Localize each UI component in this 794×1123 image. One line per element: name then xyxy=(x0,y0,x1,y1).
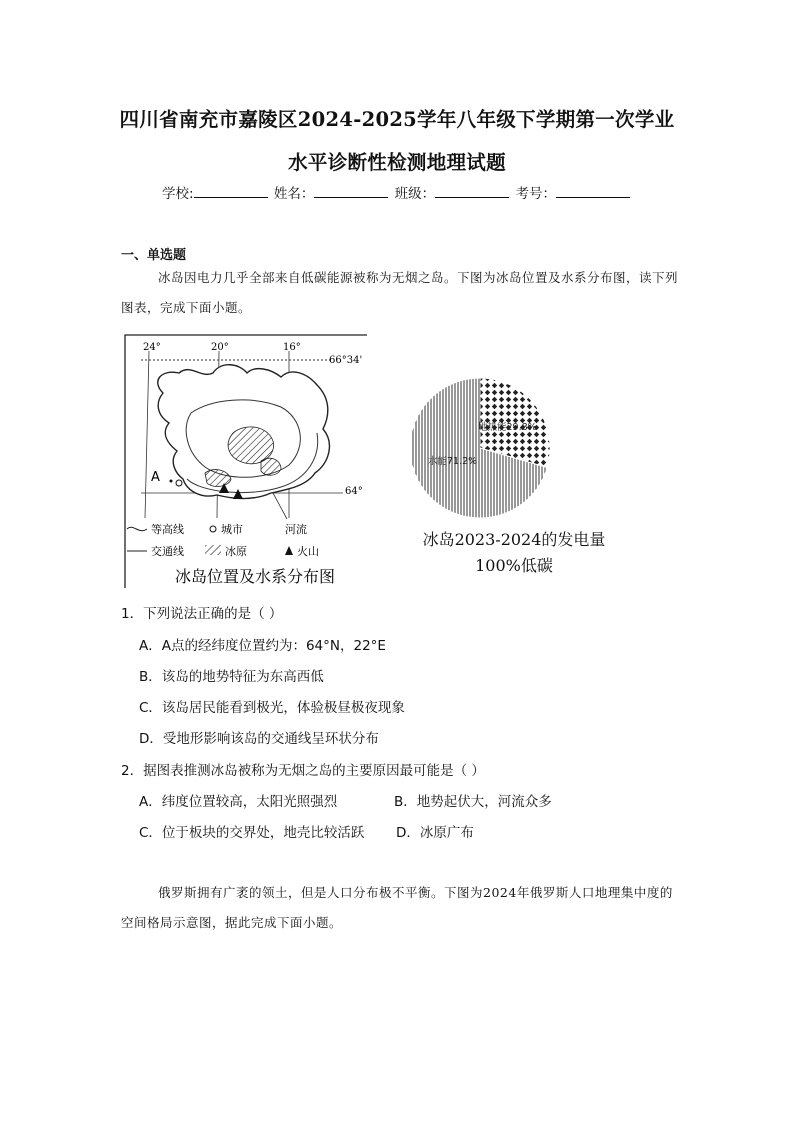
class-label: 班级： xyxy=(394,186,436,202)
power-generation-pie-chart xyxy=(400,368,560,528)
question-1-option-b[interactable]: B．该岛的地势特征为东高西低 xyxy=(139,669,324,685)
lat-label-66: 66°34' xyxy=(329,355,363,366)
question-2-option-c[interactable]: C．位于板块的交界处，地壳比较活跃 xyxy=(139,825,365,841)
question-1-option-a[interactable]: A．A点的经纬度位置约为：64°N，22°E xyxy=(139,638,386,654)
legend-river: 河流 xyxy=(285,523,307,536)
exam-title-line1: 四川省南充市嘉陵区2024-2025学年八年级下学期第一次学业 xyxy=(119,108,675,131)
point-a-marker xyxy=(170,480,173,483)
question-2-stem: 2．据图表推测冰岛被称为无烟之岛的主要原因最可能是（ ） xyxy=(121,763,485,779)
exam-title-line2: 水平诊断性检测地理试题 xyxy=(288,151,506,174)
lon-label-20: 20° xyxy=(211,342,229,353)
exam-number-label: 考号： xyxy=(515,186,556,202)
legend-city: 城市 xyxy=(221,523,243,536)
class-blank[interactable] xyxy=(435,185,509,198)
question-1-option-c[interactable]: C．该岛居民能看到极光，体验极昼极夜现象 xyxy=(139,700,405,716)
question-1-option-d[interactable]: D．受地形影响该岛的交通线呈环状分布 xyxy=(139,731,379,747)
pie-caption-line2: 100%低碳 xyxy=(475,556,553,575)
glacier-legend-icon xyxy=(205,545,221,555)
passage-russia: 俄罗斯拥有广袤的领土，但是人口分布极不平衡。下图为2024年俄罗斯人口地理集中度的空间格局示意图，据此完成下面小题。 xyxy=(121,885,673,930)
lat-label-64: 64° xyxy=(345,486,363,497)
section-heading: 一、单选题 xyxy=(121,248,187,263)
hydro-slice-label: 水能71.2% xyxy=(428,456,478,467)
exam-number-blank[interactable] xyxy=(556,185,630,198)
name-label: 姓名： xyxy=(273,186,315,202)
lon-label-16: 16° xyxy=(283,342,301,353)
question-1-stem: 1．下列说法正确的是（ ） xyxy=(121,606,283,622)
student-info-row xyxy=(0,182,794,202)
question-2-option-a[interactable]: A．纬度位置较高，太阳光照强烈 xyxy=(139,794,338,810)
name-blank[interactable] xyxy=(314,185,388,198)
iceland-map-figure xyxy=(121,333,371,591)
geothermal-slice-label: 地热能29.8% xyxy=(478,422,537,433)
contour-legend-icon xyxy=(127,527,147,530)
map-caption: 冰岛位置及水系分布图 xyxy=(175,567,336,586)
legend-road: 交通线 xyxy=(151,545,184,558)
school-blank[interactable] xyxy=(194,185,268,198)
legend-volcano: 火山 xyxy=(297,545,319,558)
point-a-label: A xyxy=(151,470,160,485)
legend-glacier: 冰原 xyxy=(225,545,247,558)
lon-label-24: 24° xyxy=(143,342,161,353)
question-2-option-d[interactable]: D．冰原广布 xyxy=(396,825,474,841)
volcano-legend-icon xyxy=(285,546,293,555)
question-2-option-b[interactable]: B．地势起伏大，河流众多 xyxy=(394,794,552,810)
pie-caption-line1: 冰岛2023-2024的发电量 xyxy=(422,530,606,549)
city-icon xyxy=(176,480,182,486)
passage-iceland: 冰岛因电力几乎全部来自低碳能源被称为无烟之岛。下图为冰岛位置及水系分布图，读下列图表，完成下面小题。 xyxy=(121,270,679,315)
city-legend-icon xyxy=(210,526,216,532)
school-label: 学校: xyxy=(162,186,194,202)
legend-contour: 等高线 xyxy=(151,523,184,536)
